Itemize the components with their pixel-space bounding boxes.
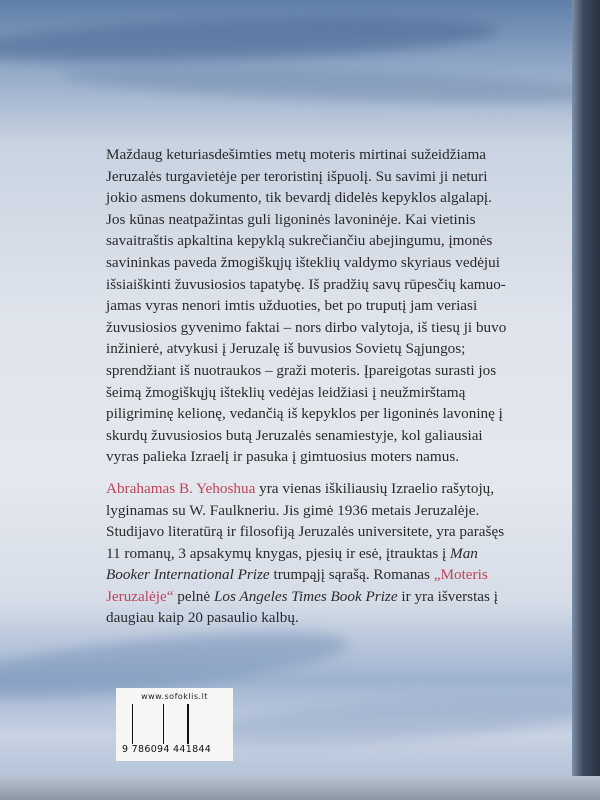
publisher-url: www.sofoklis.lt <box>141 692 208 701</box>
back-cover-text <box>106 144 526 629</box>
text-line: piligriminę kelionę, vedančią iš kepyklos per ligoninės lavoninę į <box>106 405 503 423</box>
blurb-paragraph <box>106 144 526 468</box>
author-paragraph <box>106 478 526 629</box>
book-spine-edge <box>572 0 600 800</box>
isbn-number: 9 786094 441844 <box>122 744 212 755</box>
text-line: jamas vyras nenori imtis užduoties, bet po truputį jam veriasi <box>106 297 478 315</box>
text-line: Jeruzalės turgavietėje per teroristinį išpuolį. Su savimi ji neturi <box>106 167 488 185</box>
author-name: Abrahamas B. Yehoshua <box>106 479 256 497</box>
prize-name: Man <box>450 544 478 562</box>
text-line: trumpąjį sąrašą. Romanas <box>269 566 434 584</box>
sea-wave <box>60 60 600 110</box>
sea-wave <box>199 686 600 754</box>
table-surface <box>0 776 600 800</box>
text-line: inžinierė, atvykusi į Jeruzalę iš buvusios Sovietų Sąjungos; <box>106 340 466 358</box>
book-title: „Moteris <box>433 566 488 584</box>
text-line: ir yra išverstas į <box>397 587 498 605</box>
barcode-bar <box>187 704 189 744</box>
barcode-bar <box>132 704 133 744</box>
prize-name: Los Angeles Times Book Prize <box>213 587 398 605</box>
text-line: šeimą žmogiškųjų išteklių vedėjas leidžiasi į neužmirštamą <box>106 383 466 401</box>
text-line: išsiaiškinti žuvusiosios tapatybę. Iš pradžių savų rūpesčių kamuo- <box>106 275 506 293</box>
text-line: pelnė <box>173 587 214 605</box>
text-line: jokio asmens dokumento, tik bevardį didelės kepyklos algalapį. <box>106 189 492 207</box>
text-line: savaitraštis apkaltina kepyklą sukrečiančiu abejingumu, įmonės <box>106 232 493 250</box>
barcode-bar <box>163 704 164 744</box>
text-line: lyginamas su W. Faulkneriu. Jis gimė 1936 metais Jeruzalėje. <box>106 501 480 519</box>
text-line: Studijavo literatūrą ir filosofiją Jeruzalės universitete, yra parašęs <box>106 523 505 541</box>
sea-wave <box>0 11 501 70</box>
text-line: Maždaug keturiasdešimties metų moteris mirtinai sužeidžiama <box>106 146 486 163</box>
text-line: vyras palieka Izraelį ir pasuka į gimtuosius moters namus. <box>106 448 460 466</box>
prize-name: Booker International Prize <box>106 566 270 584</box>
text-line: savininkas paveda žmogiškųjų išteklių valdymo skyriaus vedėjui <box>106 253 500 271</box>
text-line: žuvusiosios gyvenimo faktai – nors dirbo valytoja, iš tiesų ji buvo <box>106 318 507 336</box>
book-title: Jeruzalėje“ <box>106 587 174 605</box>
text-line: skurdų žuvusiosios butą Jeruzalės senamiestyje, kol galiausiai <box>106 426 483 444</box>
barcode-sticker <box>116 688 233 761</box>
text-line: 11 romanų, 3 apsakymų knygas, pjesių ir esė, įtrauktas į <box>106 544 451 562</box>
text-line: yra vienas iškiliausių Izraelio rašytojų, <box>255 479 495 497</box>
text-line: sprendžiant iš nuotraukos – graži moteris. Įpareigotas surasti jos <box>106 361 497 379</box>
text-line: daugiau kaip 20 pasaulio kalbų. <box>106 609 299 627</box>
barcode-bars <box>132 704 220 744</box>
text-line: Jos kūnas neatpažintas guli ligoninės lavoninėje. Kai vietinis <box>106 210 476 228</box>
